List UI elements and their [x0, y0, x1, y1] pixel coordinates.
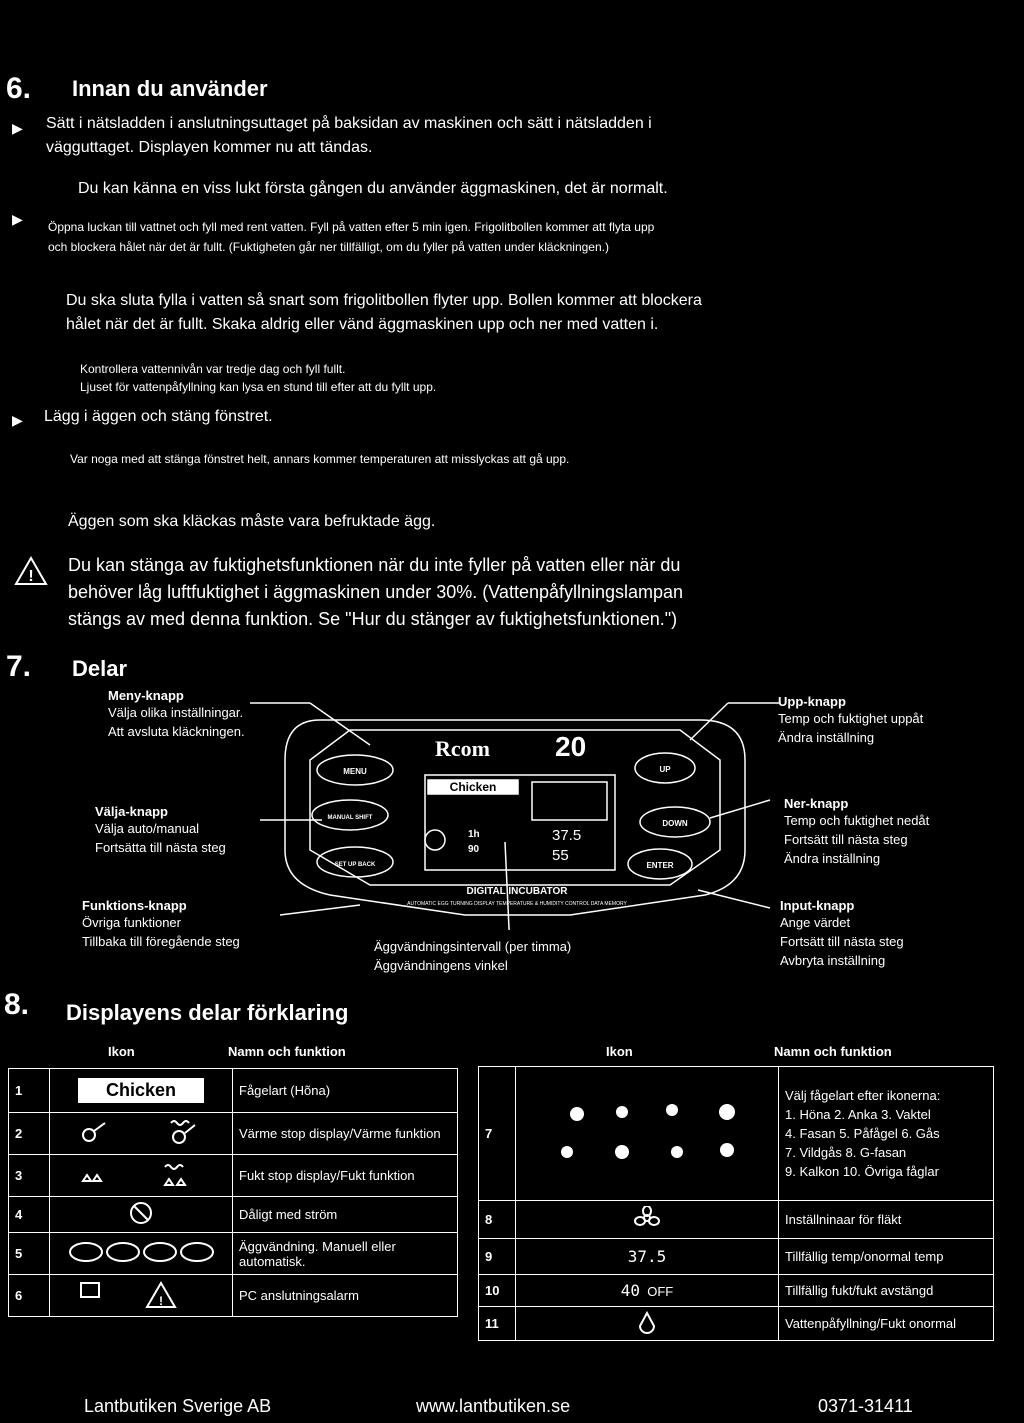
row-description: Inställninaar för fläkt: [779, 1201, 994, 1239]
table-row: [9, 1197, 458, 1233]
table-row: [9, 1069, 458, 1113]
table-row: [9, 1155, 458, 1197]
water-refill-icon: [516, 1307, 779, 1341]
svg-text:UP: UP: [659, 765, 671, 774]
row-number: 8: [479, 1201, 516, 1239]
temperature-icon: 37.5: [516, 1239, 779, 1275]
row-number: 5: [9, 1233, 50, 1275]
svg-text:37.5: 37.5: [552, 827, 582, 844]
section-title: Delar: [72, 656, 128, 681]
table-row: [479, 1067, 994, 1201]
svg-text:!: !: [159, 1294, 163, 1308]
svg-text:AUTOMATIC EGG TURNING DISPLAY: AUTOMATIC EGG TURNING DISPLAY TEMPERATURE & HUMIDITY CONTROL DATA MEMORY: [407, 901, 627, 907]
input-button-label: Input-knapp Ange värdet Fortsätt till nästa steg Avbryta inställning: [780, 898, 904, 968]
row-description: Tillfällig fukt/fukt avstängd: [779, 1275, 994, 1307]
paragraph: Lägg i äggen och stäng fönstret.: [44, 408, 273, 425]
table-row: [9, 1275, 458, 1317]
svg-text:ENTER: ENTER: [646, 861, 674, 870]
pc-connection-alarm-icon: [50, 1275, 233, 1317]
fan-icon: [516, 1201, 779, 1239]
humidity-value-icon: 40 OFF: [516, 1275, 779, 1307]
paragraph: Du ska sluta fylla i vatten så snart som frigolitbollen flyter upp. Bollen kommer att blockera: [66, 292, 702, 309]
svg-text:1h: 1h: [468, 829, 480, 840]
paragraph: Öppna luckan till vattnet och fyll med rent vatten. Fyll på vatten efter 5 min igen. Frigolitbollen kommer att flyta upp: [48, 220, 655, 234]
row-number: 7: [479, 1067, 516, 1201]
svg-text:20: 20: [555, 731, 587, 762]
column-header-icon: Ikon: [606, 1044, 633, 1059]
column-header-name: Namn och funktion: [228, 1044, 346, 1059]
warning-icon: [14, 556, 48, 586]
paragraph: Du kan känna en viss lukt första gången du använder äggmaskinen, det är normalt.: [78, 180, 668, 197]
function-button-label: Funktions-knapp Övriga funktioner Tillbaka till föregående steg: [82, 898, 240, 949]
section-title: Innan du använder: [72, 76, 268, 101]
table-row: [9, 1113, 458, 1155]
bird-species-icons: [516, 1067, 779, 1201]
row-description: Dåligt med ström: [233, 1197, 458, 1233]
row-description: Vattenpåfyllning/Fukt onormal: [779, 1307, 994, 1341]
chicken-label-icon: Chicken: [50, 1069, 233, 1113]
paragraph: Kontrollera vattennivån var tredje dag och fyll fullt.: [80, 362, 346, 376]
footer-phone: 0371-31411: [818, 1396, 913, 1416]
row-description: Fukt stop display/Fukt funktion: [233, 1155, 458, 1197]
row-number: 9: [479, 1239, 516, 1275]
column-header-name: Namn och funktion: [774, 1044, 892, 1059]
section-number: 6.: [6, 72, 32, 105]
bullet-icon: ▶: [12, 120, 23, 136]
svg-text:DIGITAL INCUBATOR: DIGITAL INCUBATOR: [466, 886, 568, 897]
table-row: [479, 1239, 994, 1275]
table-row: [479, 1201, 994, 1239]
svg-text:55: 55: [552, 847, 569, 864]
humidity-icon: [50, 1155, 233, 1197]
row-description: PC anslutningsalarm: [233, 1275, 458, 1317]
table-row: [9, 1233, 458, 1275]
row-description: Värme stop display/Värme funktion: [233, 1113, 458, 1155]
svg-text:Chicken: Chicken: [449, 780, 497, 794]
paragraph: Äggen som ska kläckas måste vara befruktade ägg.: [68, 513, 436, 530]
incubator-panel-diagram: [250, 700, 780, 930]
svg-text:MENU: MENU: [343, 767, 367, 776]
table-row: [479, 1307, 994, 1341]
svg-text:SET UP BACK: SET UP BACK: [334, 862, 376, 868]
bullet-icon: ▶: [12, 211, 23, 227]
row-number: 3: [9, 1155, 50, 1197]
paragraph: hålet när det är fullt. Skaka aldrig eller vänd äggmaskinen upp och ner med vatten i.: [66, 316, 659, 333]
row-description: Tillfällig temp/onormal temp: [779, 1239, 994, 1275]
row-number: 6: [9, 1275, 50, 1317]
row-description: Fågelart (Hõna): [233, 1069, 458, 1113]
section-title: Displayens delar förklaring: [66, 1000, 349, 1025]
heat-icon: [50, 1113, 233, 1155]
column-header-icon: Ikon: [108, 1044, 135, 1059]
svg-text:90: 90: [468, 844, 480, 855]
svg-text:Rcom: Rcom: [435, 736, 490, 761]
svg-text:MANUAL SHIFT: MANUAL SHIFT: [327, 815, 373, 821]
select-button-label: Välja-knapp Välja auto/manual Fortsätta till nästa steg: [95, 804, 226, 855]
section-number: 7.: [6, 650, 32, 683]
paragraph: vägguttaget. Displayen kommer nu att tändas.: [46, 139, 373, 156]
up-button-label: Upp-knapp Temp och fuktighet uppåt Ändra inställning: [778, 694, 924, 745]
menu-button-label: Meny-knapp Välja olika inställningar. Att avsluta kläckningen.: [108, 688, 245, 739]
footer-company: Lantbutiken Sverige AB: [84, 1396, 272, 1416]
paragraph: Var noga med att stänga fönstret helt, annars kommer temperaturen att misslyckas att gå upp.: [70, 452, 570, 466]
row-number: 10: [479, 1275, 516, 1307]
down-button-label: Ner-knapp Temp och fuktighet nedåt Fortsätt till nästa steg Ändra inställning: [784, 796, 930, 866]
paragraph: och blockera hålet när det är fullt. (Fuktigheten går ner tillfälligt, om du fyller på vatten under kläckningen.): [48, 240, 609, 254]
row-number: 4: [9, 1197, 50, 1233]
egg-turning-label: Äggvändningsintervall (per timma) Äggvändningens vinkel: [374, 939, 572, 973]
paragraph: Sätt i nätsladden i anslutningsuttaget på baksidan av maskinen och sätt i nätsladden i: [46, 115, 652, 132]
row-description: Välj fågelart efter ikonerna: 1. Höna 2. Anka 3. Vaktel 4. Fasan 5. Påfågel 6. Gås 7. Vildgås 8. G-fasan 9. Kalkon 10. Övriga fåglar: [779, 1067, 994, 1201]
row-number: 1: [9, 1069, 50, 1113]
table-row: [479, 1275, 994, 1307]
egg-turning-icon: [50, 1233, 233, 1275]
svg-text:!: !: [28, 568, 34, 585]
svg-text:DOWN: DOWN: [662, 819, 688, 828]
warning-text: Du kan stänga av fuktighetsfunktionen när du inte fyller på vatten eller när du: [68, 555, 681, 575]
display-icons-table-right: [478, 1066, 994, 1341]
row-number: 11: [479, 1307, 516, 1341]
row-description: Äggvändning. Manuell eller automatisk.: [233, 1233, 458, 1275]
warning-text: behöver låg luftfuktighet i äggmaskinen under 30%. (Vattenpåfyllningslampan: [68, 582, 684, 602]
display-icons-table-left: [8, 1068, 458, 1317]
section-number: 8.: [4, 988, 30, 1021]
bullet-icon: ▶: [12, 412, 23, 428]
footer-website: www.lantbutiken.se: [416, 1396, 571, 1416]
row-number: 2: [9, 1113, 50, 1155]
warning-text: stängs av med denna funktion. Se "Hur du stänger av fuktighetsfunktionen."): [68, 609, 678, 629]
power-failure-icon: [50, 1197, 233, 1233]
paragraph: Ljuset för vattenpåfyllning kan lysa en stund till efter att du fyllt upp.: [80, 380, 437, 394]
